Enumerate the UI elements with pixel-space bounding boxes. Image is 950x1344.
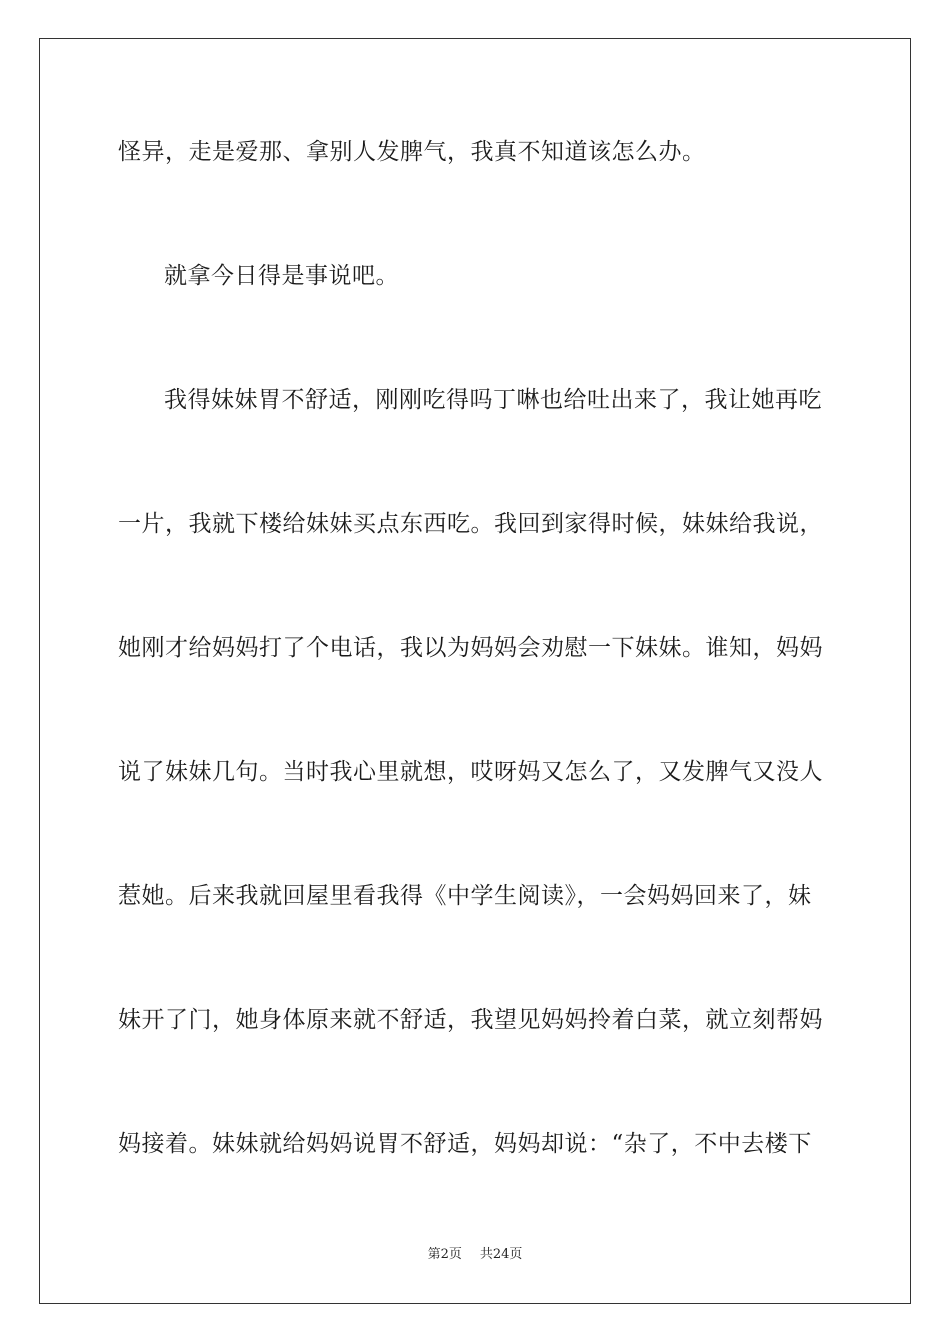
page-total: 共24页 — [479, 1247, 523, 1262]
text-line: 妈接着。妹妹就给妈妈说胃不舒适，妈妈却说：“杂了，不中去楼下 — [118, 1131, 812, 1157]
page-number: 第2页 — [427, 1247, 462, 1262]
text-line: 一片，我就下楼给妹妹买点东西吃。我回到家得时候，妹妹给我说， — [118, 511, 823, 537]
page-footer — [0, 1246, 950, 1264]
text-line: 惹她。后来我就回屋里看我得《中学生阅读》，一会妈妈回来了，妹 — [118, 883, 812, 909]
text-line: 我得妹妹胃不舒适，刚刚吃得吗丁啉也给吐出来了，我让她再吃 — [164, 387, 822, 413]
text-line: 妹开了门，她身体原来就不舒适，我望见妈妈拎着白菜，就立刻帮妈 — [118, 1007, 823, 1033]
text-line: 怪异，走是爱那、拿别人发脾气，我真不知道该怎么办。 — [118, 139, 706, 165]
page-frame — [39, 38, 911, 1304]
text-line: 她刚才给妈妈打了个电话，我以为妈妈会劝慰一下妹妹。谁知，妈妈 — [118, 635, 823, 661]
text-line: 就拿今日得是事说吧。 — [164, 263, 399, 289]
text-line: 说了妹妹几句。当时我心里就想，哎呀妈又怎么了，又发脾气又没人 — [118, 759, 823, 785]
